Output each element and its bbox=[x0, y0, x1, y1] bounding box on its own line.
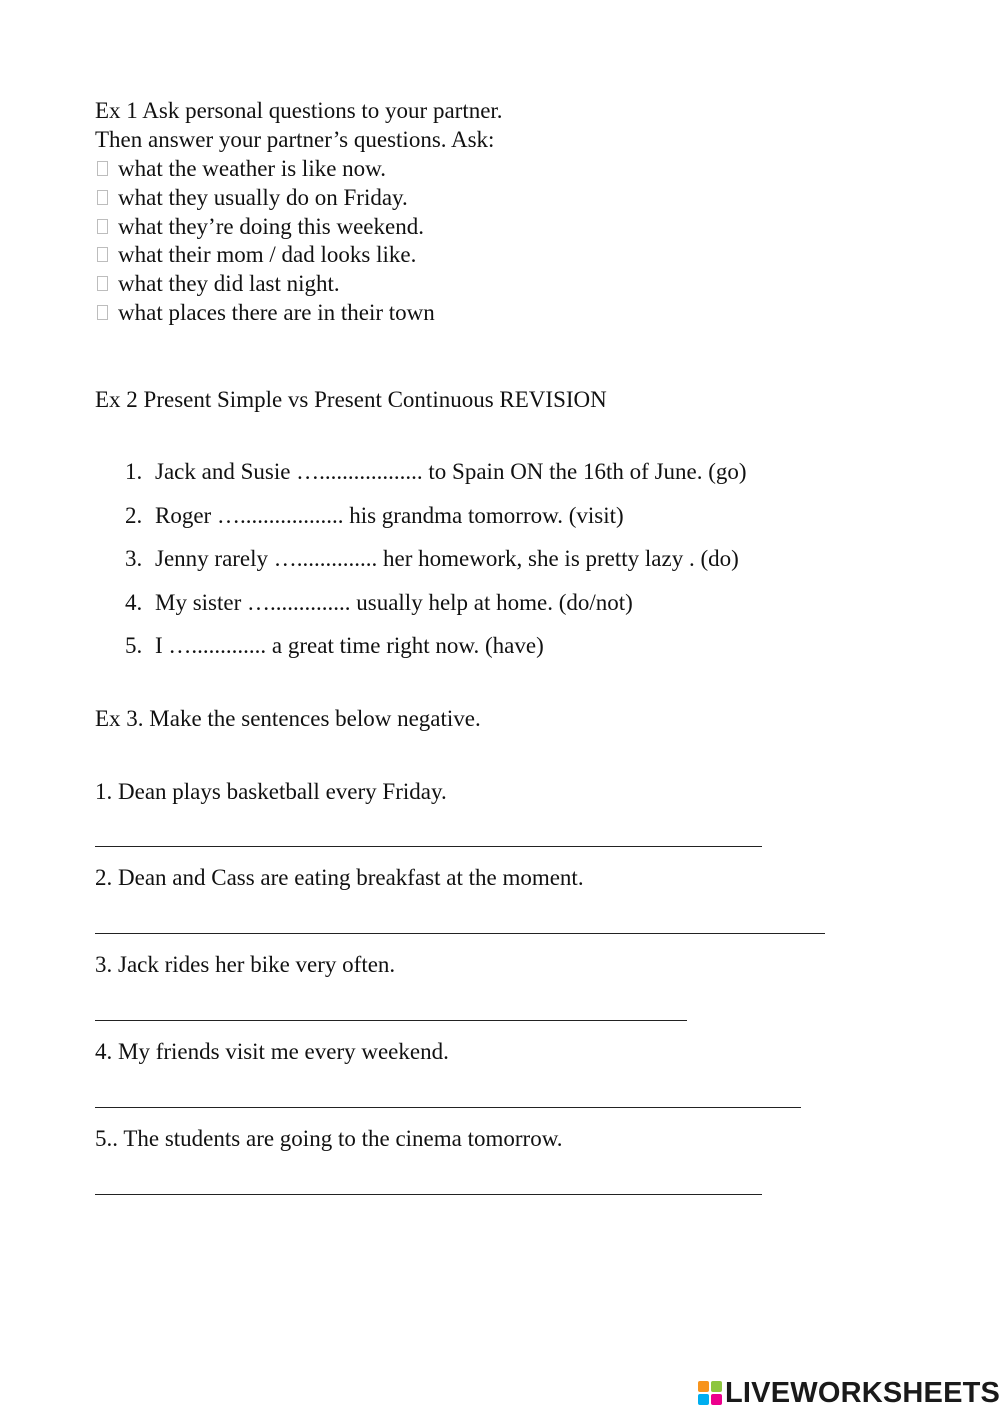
ex3-sentence: 3. Jack rides her bike very often. bbox=[95, 952, 396, 977]
ex1-item bbox=[97, 269, 340, 298]
ex1-item bbox=[97, 298, 435, 327]
logo-text: LIVEWORKSHEETS bbox=[725, 1377, 1000, 1409]
answer-line[interactable] bbox=[95, 1107, 801, 1108]
ex2-item-text: I …............. a great time right now. (have) bbox=[155, 633, 544, 658]
ex2-title: Ex 2 Present Simple vs Present Continuous REVISION bbox=[95, 387, 607, 412]
ex2-item-text: Jack and Susie ….................. to Spain ON the 16th of June. (go) bbox=[155, 459, 747, 484]
ex1-item bbox=[97, 240, 416, 269]
ex2-item-number: 5. bbox=[125, 633, 143, 658]
ex3-sentence: 4. My friends visit me every weekend. bbox=[95, 1039, 449, 1064]
ex2-item-number: 4. bbox=[125, 590, 143, 615]
ex2-item bbox=[125, 544, 739, 573]
checkbox-icon bbox=[97, 305, 108, 320]
ex1-item-text: what places there are in their town bbox=[118, 300, 435, 325]
ex3-title: Ex 3. Make the sentences below negative. bbox=[95, 706, 481, 731]
ex2-item-text: Jenny rarely ….............. her homework, she is pretty lazy . (do) bbox=[155, 546, 739, 571]
ex2-item-number: 2. bbox=[125, 503, 143, 528]
ex3-sentence: 2. Dean and Cass are eating breakfast at the moment. bbox=[95, 865, 584, 890]
ex1-subtitle: Then answer your partner’s questions. Ask: bbox=[95, 127, 495, 152]
ex1-item-text: what they usually do on Friday. bbox=[118, 185, 408, 210]
logo-square bbox=[711, 1381, 722, 1392]
ex1-item bbox=[97, 154, 386, 183]
ex2-item bbox=[125, 631, 544, 660]
ex2-item bbox=[125, 501, 624, 530]
answer-line[interactable] bbox=[95, 1020, 687, 1021]
ex2-item bbox=[125, 588, 633, 617]
answer-line[interactable] bbox=[95, 846, 762, 847]
ex2-item-number: 3. bbox=[125, 546, 143, 571]
liveworksheets-logo bbox=[698, 1376, 1000, 1410]
checkbox-icon bbox=[97, 190, 108, 205]
ex2-item-text: Roger ….................. his grandma tomorrow. (visit) bbox=[155, 503, 624, 528]
ex1-title: Ex 1 Ask personal questions to your partner. bbox=[95, 98, 503, 123]
ex3-sentence: 1. Dean plays basketball every Friday. bbox=[95, 779, 447, 804]
checkbox-icon bbox=[97, 276, 108, 291]
ex2-item bbox=[125, 457, 747, 486]
checkbox-icon bbox=[97, 247, 108, 262]
answer-line[interactable] bbox=[95, 933, 825, 934]
ex1-item-text: what they did last night. bbox=[118, 271, 340, 296]
ex1-item bbox=[97, 212, 424, 241]
ex1-item-text: what they’re doing this weekend. bbox=[118, 214, 424, 239]
checkbox-icon bbox=[97, 219, 108, 234]
ex1-item bbox=[97, 183, 408, 212]
ex2-item-text: My sister ….............. usually help at home. (do/not) bbox=[155, 590, 633, 615]
logo-square bbox=[698, 1394, 709, 1405]
ex1-item-text: what their mom / dad looks like. bbox=[118, 242, 417, 267]
logo-mark-icon bbox=[698, 1381, 722, 1405]
checkbox-icon bbox=[97, 161, 108, 176]
logo-square bbox=[698, 1381, 709, 1392]
ex3-sentence: 5.. The students are going to the cinema tomorrow. bbox=[95, 1126, 563, 1151]
ex2-item-number: 1. bbox=[125, 459, 143, 484]
answer-line[interactable] bbox=[95, 1194, 762, 1195]
logo-square bbox=[711, 1394, 722, 1405]
ex1-item-text: what the weather is like now. bbox=[118, 156, 387, 181]
